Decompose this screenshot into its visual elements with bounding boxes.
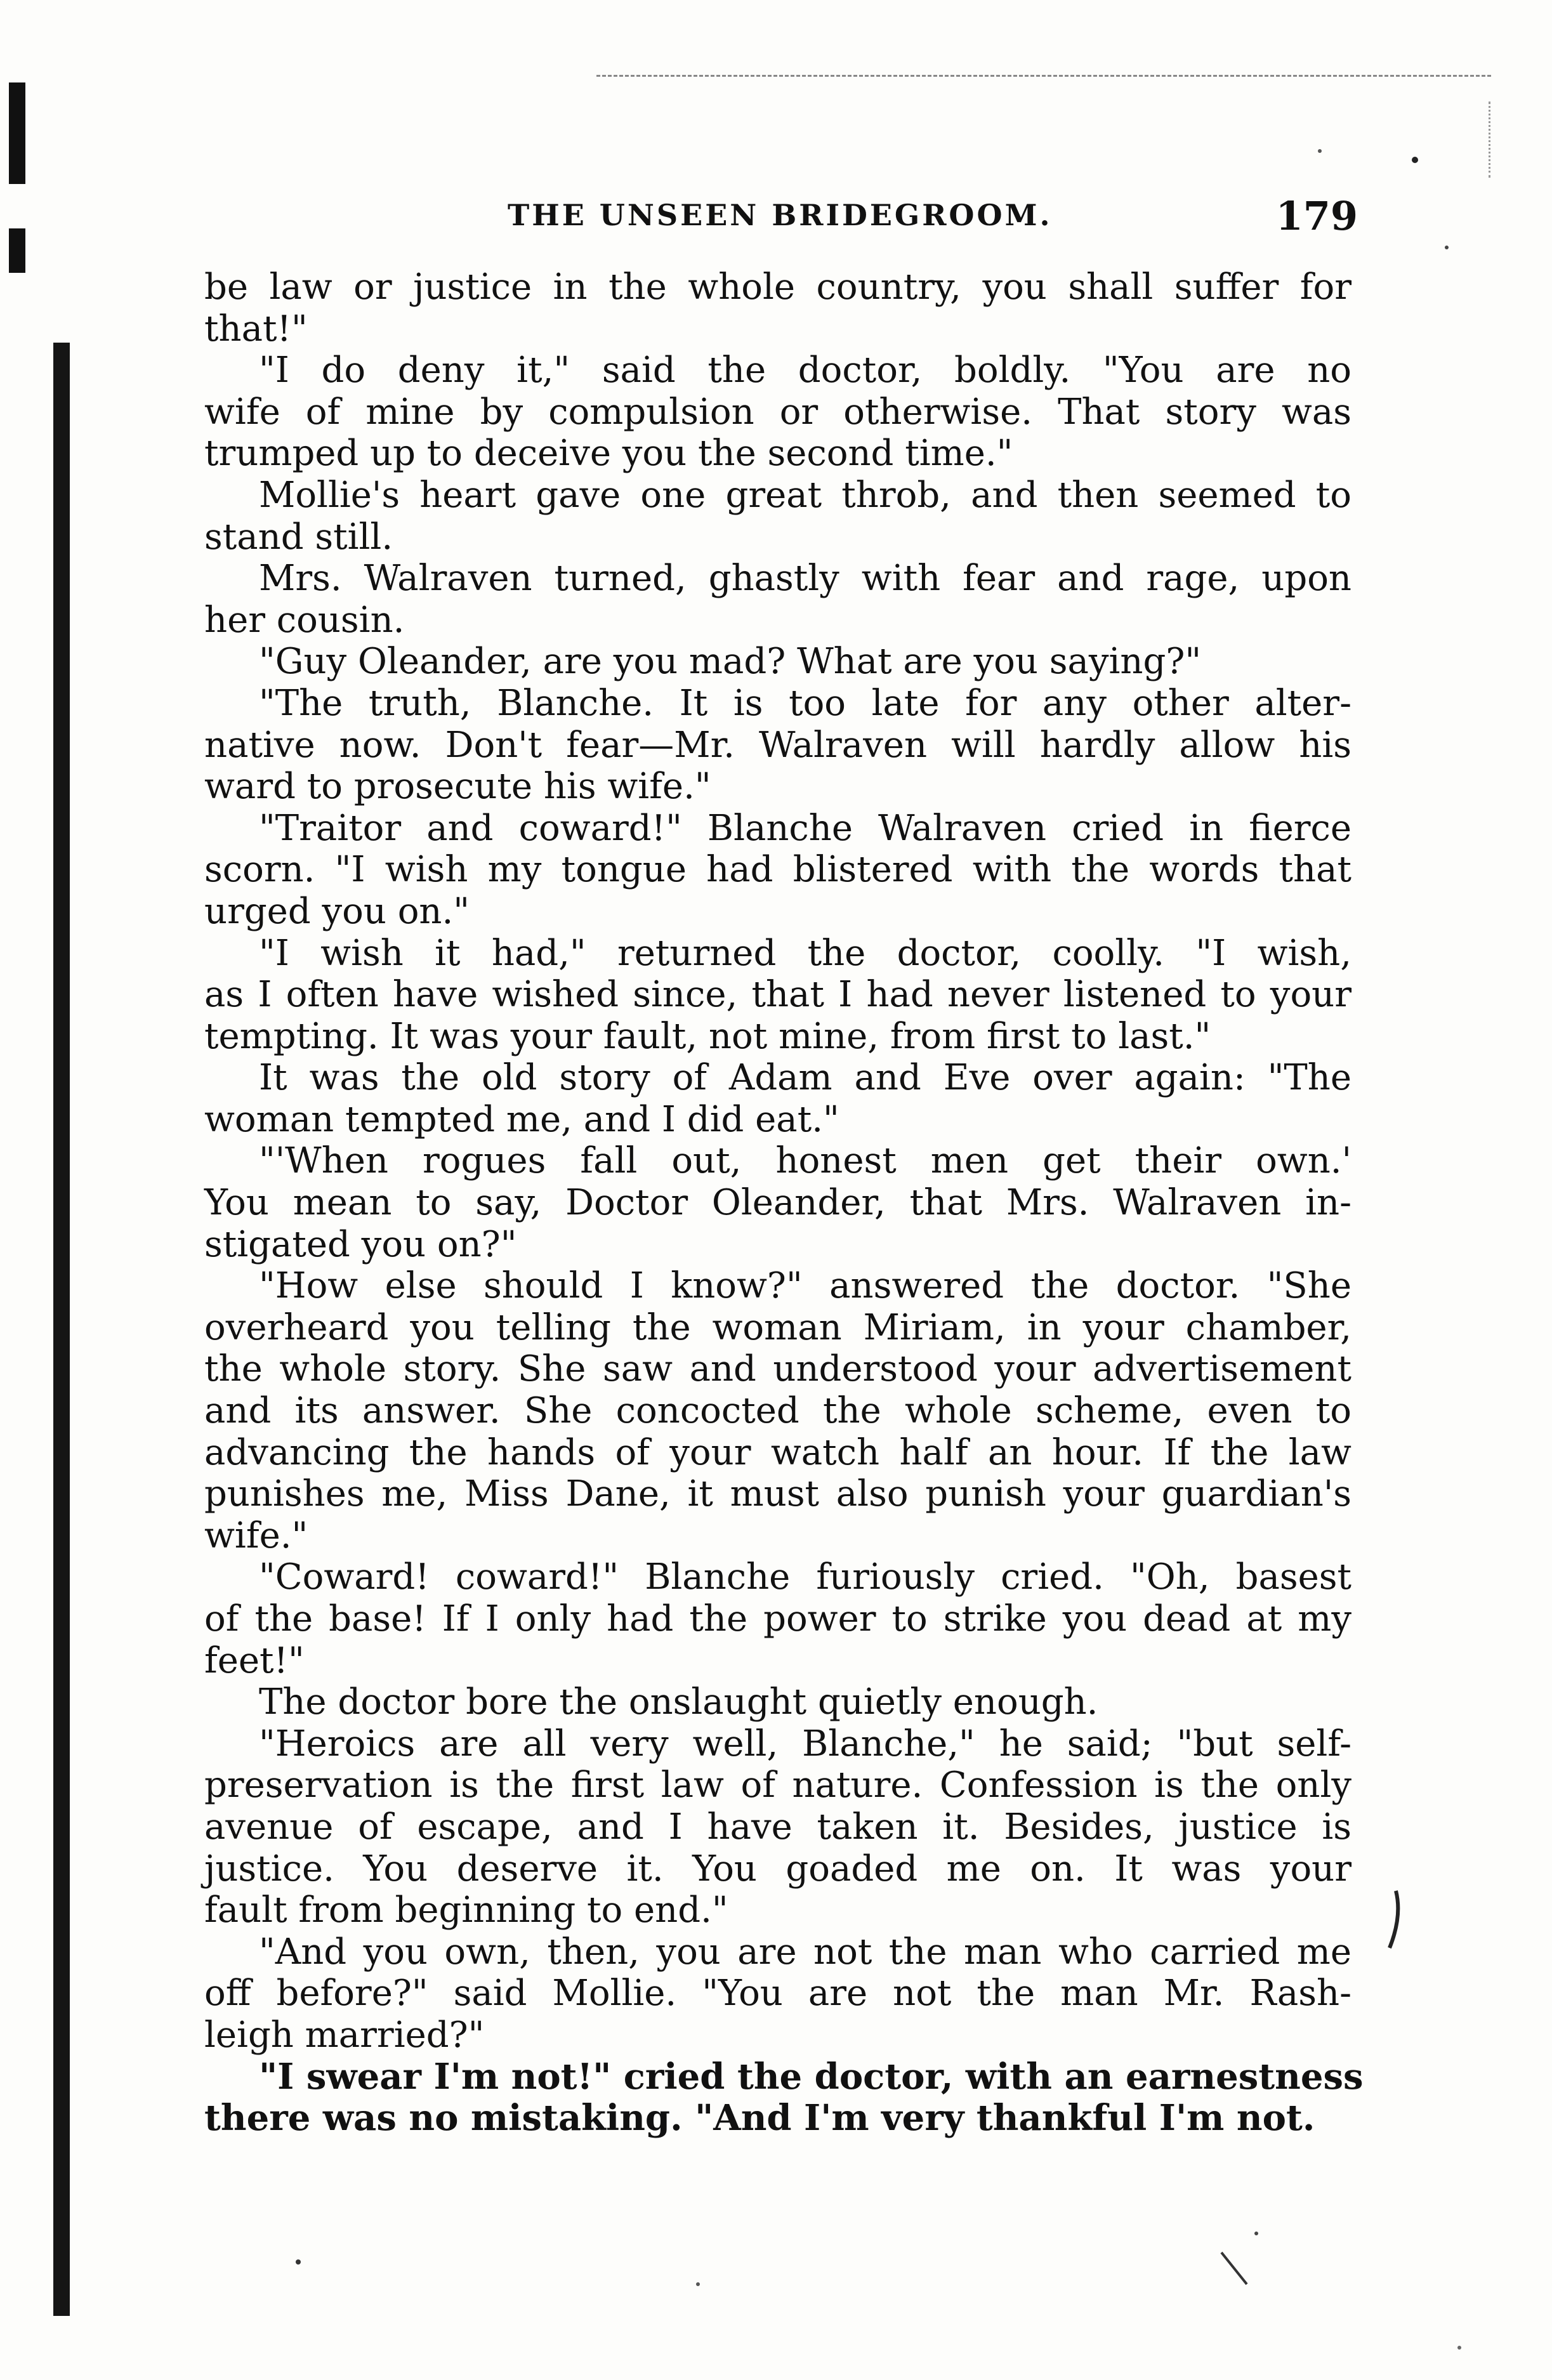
- text-line: "The truth, Blanche. It is too late for any other alter-: [259, 682, 1351, 724]
- running-head: THE UNSEEN BRIDEGROOM.: [508, 198, 1053, 232]
- text-line: leigh married?": [204, 2014, 485, 2056]
- text-line: punishes me, Miss Dane, it must also punish your guardian's: [204, 1473, 1351, 1515]
- text-line: off before?" said Mollie. "You are not the man Mr. Rash-: [204, 1973, 1351, 2015]
- text-line: advancing the hands of your watch half an hour. If the law: [204, 1431, 1351, 1473]
- text-line: her cousin.: [204, 599, 405, 641]
- text-line: stigated you on?": [204, 1223, 517, 1265]
- text-line: "Heroics are all very well, Blanche," he said; "but self-: [259, 1723, 1351, 1765]
- text-line: be law or justice in the whole country, you shall suffer for: [204, 266, 1351, 308]
- body-text: [204, 266, 1364, 2140]
- scan-artifact-line: [1489, 102, 1492, 178]
- page-header: [203, 193, 1371, 242]
- text-line: overheard you telling the woman Miriam, in your chamber,: [204, 1306, 1351, 1348]
- text-line: "Coward! coward!" Blanche furiously cried. "Oh, basest: [259, 1556, 1351, 1598]
- text-line: "How else should I know?" answered the doctor. "She: [259, 1265, 1351, 1307]
- text-line: native now. Don't fear—Mr. Walraven will hardly allow his: [204, 724, 1351, 766]
- text-line: as I often have wished since, that I had never listened to your: [204, 974, 1351, 1016]
- text-line: that!": [204, 308, 308, 350]
- text-line: "I wish it had," returned the doctor, coolly. "I wish,: [259, 932, 1351, 974]
- text-line: avenue of escape, and I have taken it. Besides, justice is: [204, 1806, 1351, 1848]
- text-line: and its answer. She concocted the whole scheme, even to: [204, 1390, 1351, 1432]
- scan-edge-mark: [9, 82, 25, 184]
- text-line: trumped up to deceive you the second time.": [204, 433, 1013, 475]
- text-line: wife.": [204, 1515, 308, 1556]
- text-line: preservation is the first law of nature. Confession is the only: [204, 1765, 1351, 1806]
- text-line: Mollie's heart gave one great throb, and then seemed to: [259, 474, 1351, 516]
- text-line: "And you own, then, you are not the man who carried me: [259, 1931, 1351, 1973]
- text-line: tempting. It was your fault, not mine, from first to last.": [204, 1015, 1211, 1057]
- text-line: scorn. "I wish my tongue had blistered with the words that: [204, 849, 1351, 891]
- text-line: fault from beginning to end.": [204, 1890, 728, 1931]
- scan-edge-mark: [9, 228, 25, 273]
- text-line: urged you on.": [204, 890, 470, 932]
- text-line: feet!": [204, 1640, 305, 1681]
- text-line: wife of mine by compulsion or otherwise. That story was: [204, 391, 1351, 433]
- page-gutter-shadow: [53, 343, 70, 2316]
- text-line: ward to prosecute his wife.": [204, 766, 711, 808]
- text-line: stand still.: [204, 516, 393, 558]
- text-line: The doctor bore the onslaught quietly enough.: [259, 1681, 1098, 1723]
- text-line: Mrs. Walraven turned, ghastly with fear and rage, upon: [259, 558, 1351, 600]
- text-line: It was the old story of Adam and Eve over again: "The: [259, 1057, 1351, 1099]
- text-line: "I swear I'm not!" cried the doctor, with an earnestness: [259, 2055, 1364, 2098]
- text-line: woman tempted me, and I did eat.": [204, 1098, 839, 1140]
- text-line: "Traitor and coward!" Blanche Walraven cried in fierce: [259, 807, 1351, 849]
- page-number: 179: [1275, 193, 1358, 239]
- scan-artifact-line: [596, 75, 1491, 79]
- text-line: "Guy Oleander, are you mad? What are you saying?": [259, 641, 1202, 683]
- text-line: justice. You deserve it. You goaded me on. It was your: [204, 1848, 1351, 1890]
- text-line: "I do deny it," said the doctor, boldly. "You are no: [259, 350, 1351, 391]
- text-line: there was no mistaking. "And I'm very thankful I'm not.: [204, 2097, 1315, 2140]
- text-line: of the base! If I only had the power to strike you dead at my: [204, 1598, 1351, 1640]
- text-line: You mean to say, Doctor Oleander, that Mrs. Walraven in-: [204, 1182, 1351, 1224]
- text-line: "'When rogues fall out, honest men get their own.': [259, 1140, 1351, 1182]
- text-line: the whole story. She saw and understood your advertisement: [204, 1348, 1351, 1390]
